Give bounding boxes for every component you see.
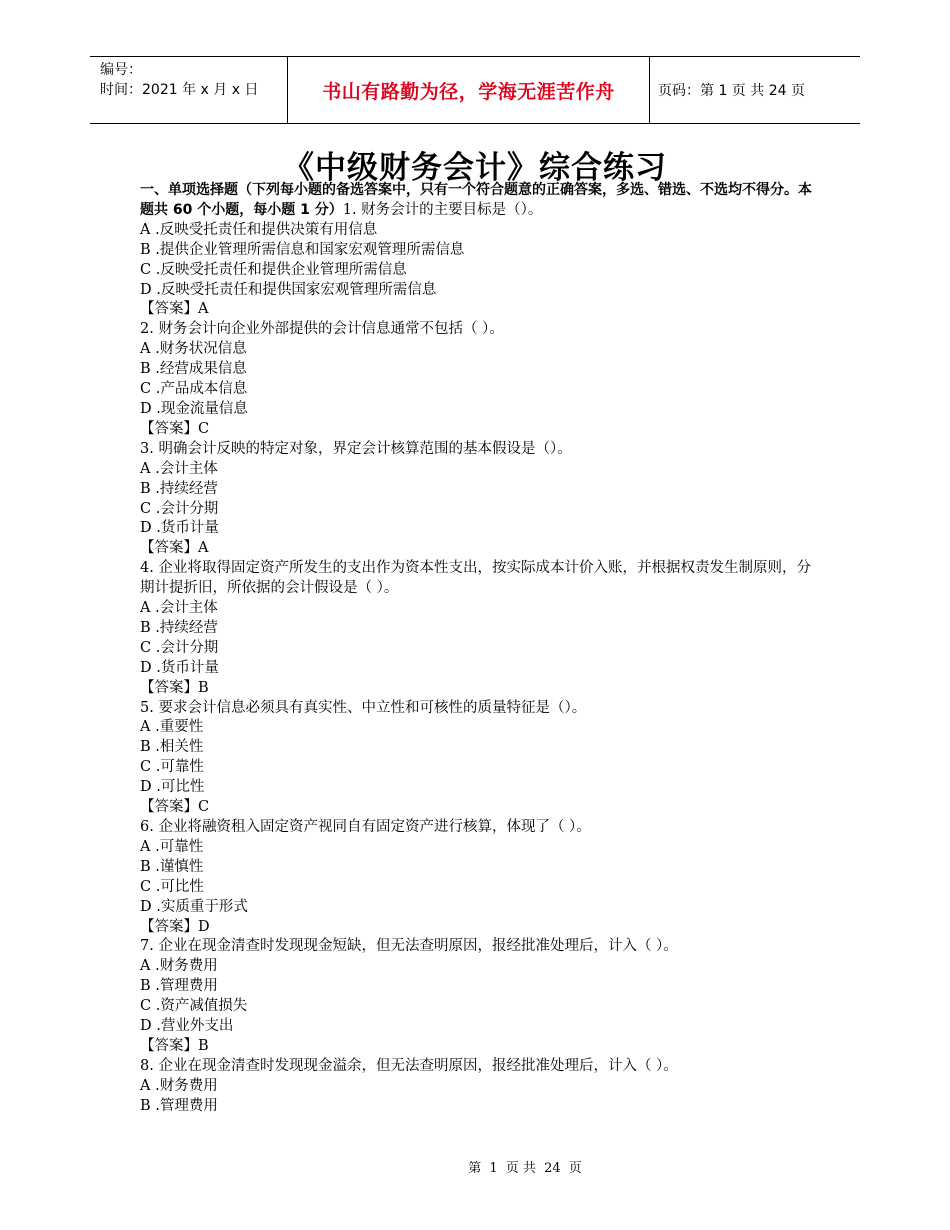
answer-option: B .持续经营 [140,619,218,636]
footer-middle: 页 共 [505,1161,536,1176]
answer-option: D .货币计量 [140,520,219,537]
answer-key: 【答案】C [140,799,210,816]
answer-option: B .持续经营 [140,480,218,497]
answer-key: 【答案】C [140,420,210,437]
answer-option: C .会计分期 [140,500,219,517]
answer-option: C .资产减值损失 [140,998,248,1015]
answer-option: A .财务状况信息 [140,341,247,358]
answer-option: C .可比性 [140,878,204,895]
answer-option: A .会计主体 [140,600,218,617]
answer-option: D .现金流量信息 [140,400,248,417]
header-table [90,56,860,124]
answer-option: D .反映受托责任和提供国家宏观管理所需信息 [140,281,437,298]
document-title: 《中级财务会计》综合练习 [283,150,667,186]
question-text: 6. 企业将融资租入固定资产视同自有固定资产进行核算，体现了（ ）。 [140,819,591,835]
header-page-cell [650,57,860,123]
answer-option: B .谨慎性 [140,858,204,875]
number-label: 编号： [100,62,142,78]
answer-option: B .相关性 [140,739,204,756]
answer-option: D .实质重于形式 [140,898,248,915]
answer-option: A .重要性 [140,719,204,736]
answer-option: D .营业外支出 [140,1018,234,1035]
answer-option: A .反映受托责任和提供决策有用信息 [140,221,378,238]
header-motto-cell [287,57,650,123]
footer-page-number: 1 [489,1161,498,1176]
question-text: 8. 企业在现金清查时发现现金溢余，但无法查明原因，报经批准处理后，计入（ ）。 [140,1057,678,1074]
answer-option: A .财务费用 [140,958,218,975]
footer-total-pages: 24 [544,1161,561,1176]
answer-option: C .反映受托责任和提供企业管理所需信息 [140,261,407,278]
motto-text: 书山有路勤为径，学海无涯苦作舟 [322,80,615,103]
header-left-cell [90,57,287,123]
question-text: 7. 企业在现金清查时发现现金短缺，但无法查明原因，报经批准处理后，计入（ ）。 [140,938,678,955]
answer-option: B .提供企业管理所需信息和国家宏观管理所需信息 [140,241,465,258]
answer-key: 【答案】B [140,679,209,696]
time-label: 时间：2021 年 x 月 x 日 [100,82,259,98]
answer-option: B .管理费用 [140,1097,218,1114]
question-text: 5. 要求会计信息必须具有真实性、中立性和可核性的质量特征是（）。 [140,699,587,716]
section-intro-text: 一、单项选择题（下列每小题的备选答案中，只有一个符合题意的正确答案，多选、错选、不选均不得分。本题共 60 个小题，每小题 1 分） [140,182,812,218]
question-text: 1. 财务会计的主要目标是（）。 [342,201,543,218]
answer-option: D .可比性 [140,779,205,796]
answer-key: 【答案】A [140,540,209,557]
answer-option: C .产品成本信息 [140,381,248,398]
answer-option: B .管理费用 [140,978,218,995]
footer-suffix: 页 [568,1161,582,1176]
answer-key: 【答案】B [140,1037,209,1054]
answer-option: C .会计分期 [140,639,219,656]
question-text: 3. 明确会计反映的特定对象，界定会计核算范围的基本假设是（）。 [140,440,572,457]
question-text: 4. 企业将取得固定资产所发生的支出作为资本性支出，按实际成本计价入账，并根据权责发生制原则，分期计提折旧，所依据的会计假设是（ ）。 [140,560,811,597]
footer-prefix: 第 [468,1161,482,1176]
section-intro [140,181,820,221]
answer-option: A .可靠性 [140,838,204,855]
answer-key: 【答案】A [140,301,209,318]
answer-option: D .货币计量 [140,659,219,676]
page-footer [0,1157,950,1176]
page-info: 页码：第 1 页 共 24 页 [658,83,805,99]
answer-option: C .可靠性 [140,759,204,776]
answer-option: A .会计主体 [140,460,218,477]
answer-key: 【答案】D [140,918,210,935]
answer-option: A .财务费用 [140,1077,218,1094]
answer-option: B .经营成果信息 [140,361,247,378]
document-body [140,181,820,1117]
question-text: 2. 财务会计向企业外部提供的会计信息通常不包括（ ）。 [140,321,504,338]
